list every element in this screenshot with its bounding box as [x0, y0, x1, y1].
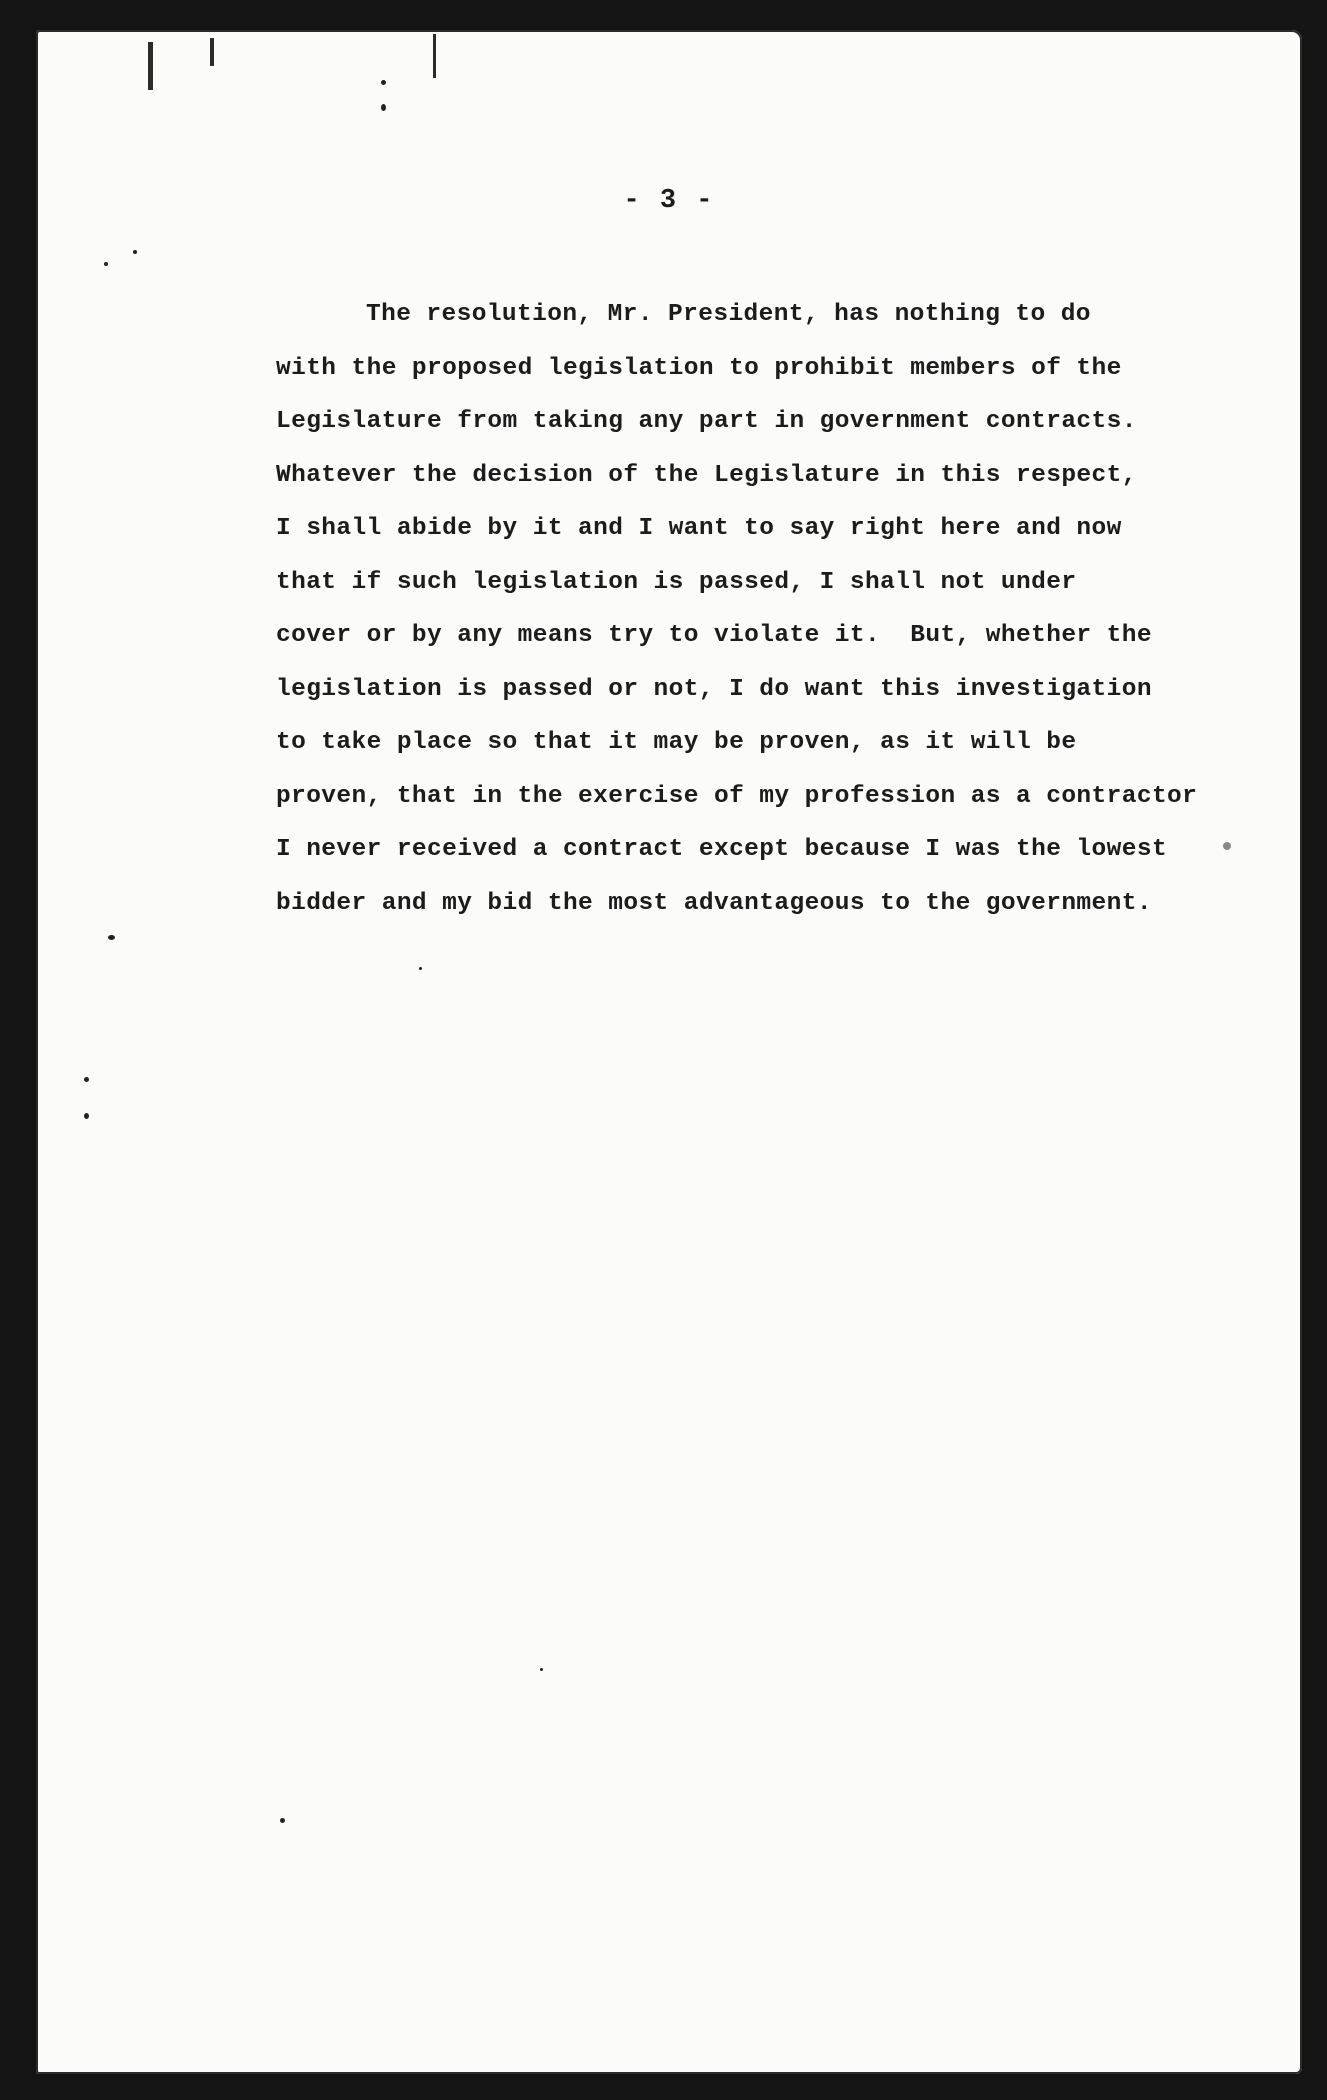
scan-artifact [104, 262, 108, 266]
page-number: - 3 - [623, 186, 715, 216]
scan-artifact [419, 967, 422, 970]
paragraph-line: Legislature from taking any part in government contracts. [276, 408, 1137, 435]
scan-artifact [210, 38, 214, 66]
scan-artifact [133, 250, 137, 254]
scan-artifact [108, 935, 115, 940]
paragraph-line: proven, that in the exercise of my profession as a contractor [276, 782, 1198, 810]
scan-artifact [84, 1113, 89, 1119]
paragraph-line: bidder and my bid the most advantageous to the government. [276, 889, 1152, 917]
scan-artifact [433, 34, 436, 78]
paragraph-line: I shall abide by it and I want to say right here and now [276, 515, 1122, 542]
body-paragraph [276, 288, 1286, 930]
paragraph-line: that if such legislation is passed, I shall not under [276, 568, 1077, 596]
scan-artifact [84, 1077, 89, 1082]
document-page [36, 30, 1302, 2074]
scan-artifact [280, 1818, 285, 1823]
paragraph-line: with the proposed legislation to prohibit members of the [276, 354, 1122, 382]
scan-artifact [381, 80, 386, 85]
paragraph-line: I never received a contract except because I was the lowest [276, 836, 1168, 863]
scan-artifact [148, 42, 153, 90]
paragraph-line: to take place so that it may be proven, as it will be [276, 729, 1077, 756]
paragraph-line: Whatever the decision of the Legislature in this respect, [276, 461, 1137, 489]
paragraph-line: The resolution, Mr. President, has nothing to do [366, 301, 1091, 328]
scan-artifact [381, 104, 386, 111]
paragraph-line: legislation is passed or not, I do want this investigation [276, 675, 1152, 703]
scan-artifact [540, 1668, 543, 1671]
paragraph-line: cover or by any means try to violate it. But, whether the [276, 622, 1152, 649]
